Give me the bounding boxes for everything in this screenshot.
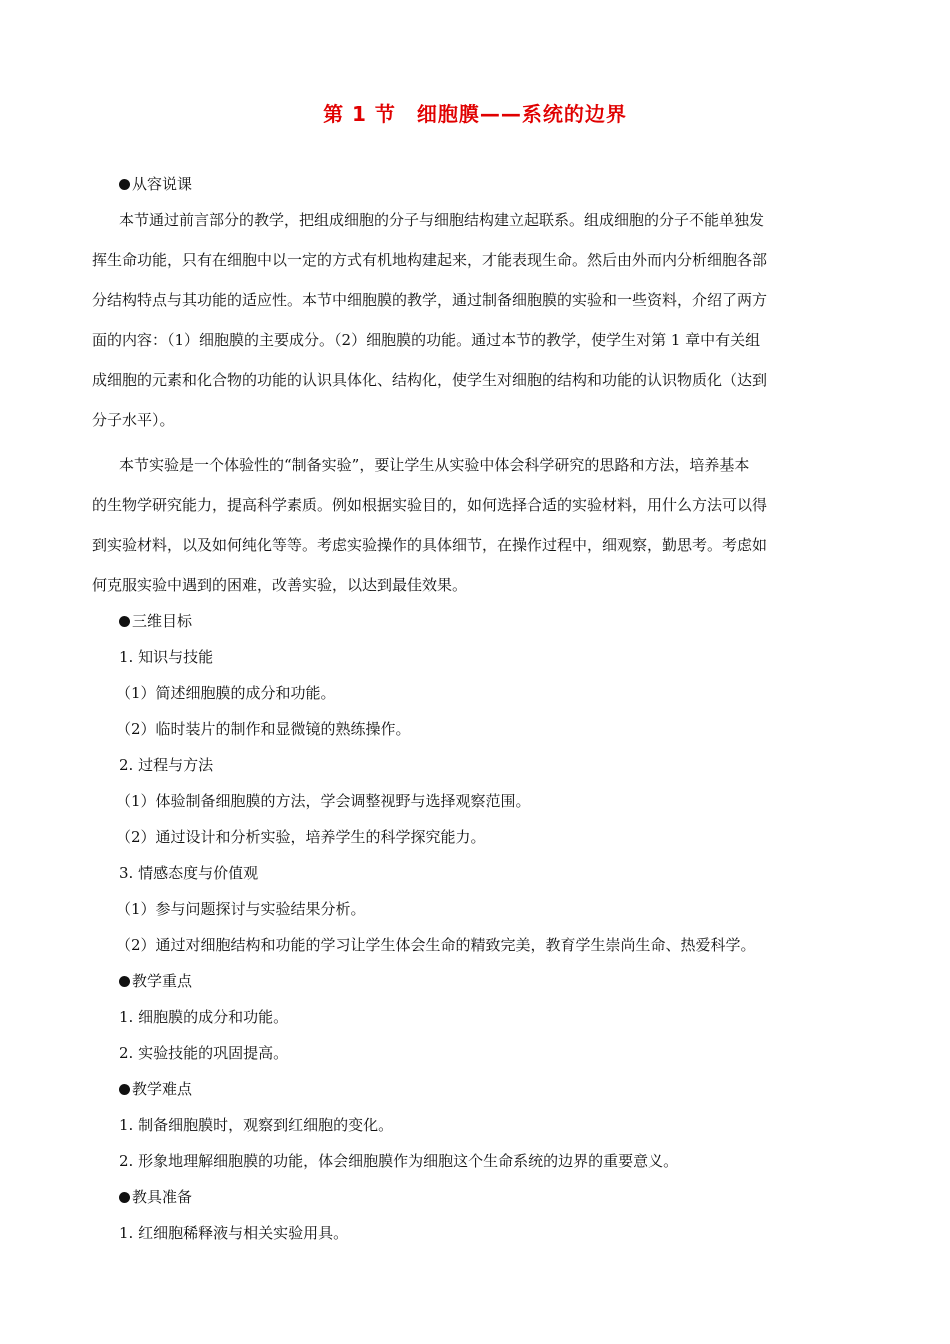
- paragraph-line: 的生物学研究能力，提高科学素质。例如根据实验目的，如何选择合适的实验材料，用什么方法可以得: [92, 496, 768, 514]
- section-heading-goals: 三维目标: [119, 611, 192, 631]
- bullet-icon: [119, 616, 130, 627]
- paragraph-line: 分结构特点与其功能的适应性。本节中细胞膜的教学，通过制备细胞膜的实验和一些资料，介绍了两方: [92, 291, 768, 309]
- paragraph-line: 成细胞的元素和化合物的功能的认识具体化、结构化，使学生对细胞的结构和功能的认识物质化（达到: [92, 371, 768, 389]
- goal-item: （2）临时装片的制作和显微镜的熟练操作。: [116, 720, 411, 738]
- paragraph-line: 面的内容：（1）细胞膜的主要成分。（2）细胞膜的功能。通过本节的教学，使学生对第 1 章中有关组: [92, 331, 761, 349]
- section-heading-key-points: 教学重点: [119, 971, 192, 991]
- paragraph-line: 挥生命功能，只有在细胞中以一定的方式有机地构建起来，才能表现生命。然后由外而内分析细胞各部: [92, 251, 768, 269]
- section-heading-shuoke: 从容说课: [119, 174, 192, 194]
- materials-item: 1. 红细胞稀释液与相关实验用具。: [119, 1224, 349, 1242]
- section-heading-materials: 教具准备: [119, 1187, 192, 1207]
- goal-heading: 1. 知识与技能: [119, 648, 214, 666]
- key-point-item: 1. 细胞膜的成分和功能。: [119, 1008, 289, 1026]
- difficulty-item: 2. 形象地理解细胞膜的功能，体会细胞膜作为细胞这个生命系统的边界的重要意义。: [119, 1152, 679, 1170]
- page-title: 第 1 节 细胞膜——系统的边界: [323, 102, 627, 126]
- goal-item: （1）简述细胞膜的成分和功能。: [116, 684, 336, 702]
- paragraph-line: 何克服实验中遇到的困难，改善实验，以达到最佳效果。: [92, 576, 468, 594]
- difficulty-item: 1. 制备细胞膜时，观察到红细胞的变化。: [119, 1116, 394, 1134]
- paragraph-line: 本节实验是一个体验性的“制备实验”，要让学生从实验中体会科学研究的思路和方法，培养基本: [119, 456, 750, 474]
- key-point-item: 2. 实验技能的巩固提高。: [119, 1044, 289, 1062]
- paragraph-line: 分子水平）。: [92, 411, 175, 429]
- goal-heading: 2. 过程与方法: [119, 756, 214, 774]
- goal-item: （1）体验制备细胞膜的方法，学会调整视野与选择观察范围。: [116, 792, 531, 810]
- bullet-icon: [119, 179, 130, 190]
- bullet-icon: [119, 1192, 130, 1203]
- goal-heading: 3. 情感态度与价值观: [119, 864, 259, 882]
- section-heading-difficulties: 教学难点: [119, 1079, 192, 1099]
- paragraph-line: 本节通过前言部分的教学，把组成细胞的分子与细胞结构建立起联系。组成细胞的分子不能单独发: [119, 211, 765, 229]
- goal-item: （2）通过对细胞结构和功能的学习让学生体会生命的精致完美，教育学生崇尚生命、热爱科学。: [116, 936, 756, 954]
- goal-item: （1）参与问题探讨与实验结果分析。: [116, 900, 366, 918]
- paragraph-line: 到实验材料，以及如何纯化等等。考虑实验操作的具体细节，在操作过程中，细观察，勤思考。考虑如: [92, 536, 768, 554]
- goal-item: （2）通过设计和分析实验，培养学生的科学探究能力。: [116, 828, 486, 846]
- bullet-icon: [119, 976, 130, 987]
- bullet-icon: [119, 1084, 130, 1095]
